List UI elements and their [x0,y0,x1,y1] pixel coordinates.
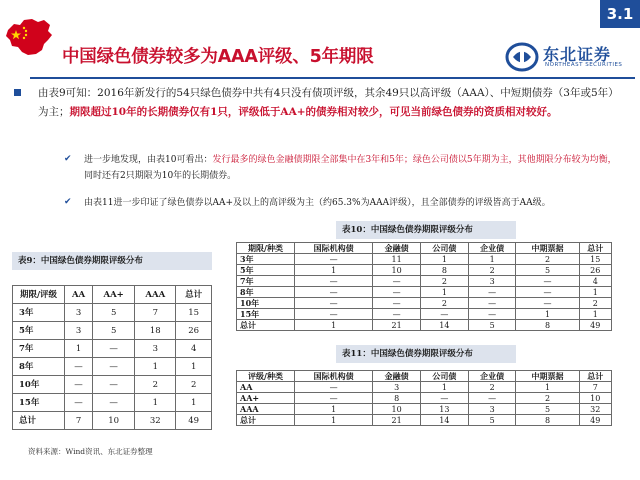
table-cell: 8 [421,265,469,276]
row-header-cell: 8年 [237,287,295,298]
table-cell: 1 [579,287,612,298]
table-cell: — [421,393,469,404]
table-cell: — [295,393,373,404]
header-divider [30,77,635,79]
table-cell: 1 [421,254,469,265]
column-header: 公司债 [421,371,469,382]
table-row [237,276,612,287]
table-cell: 1 [579,309,612,320]
table-cell: — [373,287,421,298]
table-cell: — [93,376,135,394]
table-row [13,304,212,322]
table11-caption: 表11：中国绿色债券期限评级分布 [336,345,516,363]
china-flag-map-icon [4,16,54,58]
table-cell: 3 [373,382,421,393]
table10-body [237,254,612,331]
table-cell: — [295,309,373,320]
logo-mark-icon [505,42,539,72]
table-cell: — [93,358,135,376]
checkmark-icon: ✔ [64,197,72,207]
table-row [237,309,612,320]
column-header: 国际机构债 [295,371,373,382]
table11 [236,370,612,426]
table-cell: 1 [65,340,93,358]
row-header-cell: AA [237,382,295,393]
row-header-cell: 8年 [13,358,65,376]
table-cell: 15 [176,304,212,322]
column-header: 总计 [176,286,212,304]
row-header-cell: 15年 [13,394,65,412]
table10-caption: 表10：中国绿色债券期限评级分布 [336,221,516,239]
bullet-square-icon [14,89,21,96]
row-header-cell: 3年 [237,254,295,265]
table-cell: — [373,276,421,287]
row-header-cell: 总计 [237,415,295,426]
table-cell: 11 [373,254,421,265]
table-cell: 1 [135,394,176,412]
table-cell: — [468,287,516,298]
row-header-cell: 5年 [237,265,295,276]
column-header: 公司债 [421,243,469,254]
table-cell: — [468,393,516,404]
table-cell: 14 [421,320,469,331]
table-cell: 5 [93,304,135,322]
table-cell: — [295,298,373,309]
table-cell: 49 [176,412,212,430]
table-cell: 10 [579,393,612,404]
table-row [237,254,612,265]
row-header-cell: 15年 [237,309,295,320]
table-cell: 1 [135,358,176,376]
table-cell: 4 [579,276,612,287]
table-cell: 10 [373,404,421,415]
column-header: 期限/种类 [237,243,295,254]
table-cell: — [65,376,93,394]
table-cell: — [295,287,373,298]
table-cell: 7 [135,304,176,322]
table-cell: 2 [516,254,579,265]
table-cell: 26 [176,322,212,340]
row-header-cell: 总计 [237,320,295,331]
table-cell: — [516,298,579,309]
table-cell: 2 [176,376,212,394]
table-row [13,412,212,430]
table-row [13,358,212,376]
table-cell: 1 [295,415,373,426]
table-header-row [237,371,612,382]
table-cell: — [516,287,579,298]
table-cell: — [468,309,516,320]
sub1-highlight: 发行最多的绿色金融债期限全部集中在3年和5年；绿色公司债以5年期为主，其他期限分布较为均衡， [212,155,617,165]
sub1-part3: 同时还有2只期限为10年的长期债券。 [84,171,237,181]
column-header: 金融债 [373,371,421,382]
row-header-cell: 7年 [237,276,295,287]
table-cell: — [65,358,93,376]
table-cell: 18 [135,322,176,340]
table-cell: 10 [373,265,421,276]
table-cell: 26 [579,265,612,276]
table-cell: 5 [468,320,516,331]
row-header-cell: AAA [237,404,295,415]
table-cell: 3 [468,404,516,415]
page-title: 中国绿色债券较多为AAA评级、5年期限 [62,47,374,67]
row-header-cell: 总计 [13,412,65,430]
table-cell: 1 [468,254,516,265]
table-cell: 8 [373,393,421,404]
table-cell: — [373,309,421,320]
table-cell: — [421,309,469,320]
source-note: 资料来源：Wind资讯、东北证券整理 [28,447,153,456]
table-cell: 5 [468,415,516,426]
table-cell: 1 [421,287,469,298]
table-cell: 1 [516,382,579,393]
table-cell: — [468,298,516,309]
table-cell: 1 [295,404,373,415]
table-cell: 2 [421,298,469,309]
logo-text-cn: 东北证券 [543,45,612,64]
column-header: 总计 [579,243,612,254]
column-header: AA [65,286,93,304]
table-cell: — [295,382,373,393]
table-cell: 3 [468,276,516,287]
row-header-cell: 10年 [237,298,295,309]
table9-caption: 表9：中国绿色债券期限评级分布 [12,252,212,270]
table-cell: 5 [93,322,135,340]
table-cell: — [93,394,135,412]
table-row [237,382,612,393]
table-cell: 8 [516,320,579,331]
row-header-cell: 7年 [13,340,65,358]
table-cell: 32 [135,412,176,430]
row-header-cell: 5年 [13,322,65,340]
table-cell: 13 [421,404,469,415]
table9 [12,285,212,430]
main-paragraph-highlight: 期限超过10年的长期债券仅有1只，评级低于AA+的债券相对较少，可见当前绿色债券的资质相对较好。 [69,106,558,118]
table-cell: 1 [516,309,579,320]
column-header: AAA [135,286,176,304]
column-header: 企业债 [468,243,516,254]
table-row [237,393,612,404]
main-paragraph-part1: 由表9可知：2016年新发行的54只绿色债券中共有4只没有债项评级，其余49只以高评级（AAA）、中短期债券（3年或5年）为主； [38,87,619,118]
column-header: 中期票据 [516,371,579,382]
sub1-part1: 进一步地发现，由表10可看出： [84,155,213,165]
row-header-cell: AA+ [237,393,295,404]
table-row [237,265,612,276]
column-header: 金融债 [373,243,421,254]
table-cell: 49 [579,415,612,426]
table-cell: — [295,276,373,287]
table-cell: — [65,394,93,412]
sub-paragraph-2: 由表11进一步印证了绿色债券以AA+及以上的高评级为主（约65.3%为AAA评级），且全部债券的评级皆高于AA级。 [84,198,551,208]
table-cell: 3 [65,322,93,340]
table-cell: 2 [468,265,516,276]
table-row [237,415,612,426]
table-cell: — [295,254,373,265]
table9-body [13,304,212,430]
table-cell: 7 [579,382,612,393]
table-row [13,322,212,340]
table-cell: 49 [579,320,612,331]
table-cell: 3 [135,340,176,358]
table10 [236,242,612,331]
table-cell: 7 [65,412,93,430]
table-cell: 1 [421,382,469,393]
table-cell: 21 [373,320,421,331]
table-cell: 2 [468,382,516,393]
checkmark-icon: ✔ [64,154,72,164]
main-paragraph [38,84,628,122]
column-header: 总计 [579,371,612,382]
table-cell: 1 [295,265,373,276]
table11-body [237,382,612,426]
table-row [13,376,212,394]
column-header: 期限/评级 [13,286,65,304]
row-header-cell: 3年 [13,304,65,322]
table-cell: 1 [176,394,212,412]
logo-text-en: NORTHEAST SECURITIES [545,62,623,68]
table-row [237,298,612,309]
table-cell: — [516,276,579,287]
table-cell: 4 [176,340,212,358]
table-cell: 1 [176,358,212,376]
table-row [237,320,612,331]
company-logo [505,40,635,76]
table-cell: 2 [579,298,612,309]
table-cell: — [93,340,135,358]
row-header-cell: 10年 [13,376,65,394]
table-cell: 10 [93,412,135,430]
table-cell: — [373,298,421,309]
page-number: 3.1 [600,0,640,28]
table-header-row [13,286,212,304]
table-cell: 32 [579,404,612,415]
column-header: 中期票据 [516,243,579,254]
table-cell: 5 [516,404,579,415]
table-cell: 2 [135,376,176,394]
table-cell: 5 [516,265,579,276]
table-row [237,287,612,298]
column-header: 国际机构债 [295,243,373,254]
table-cell: 1 [295,320,373,331]
sub-paragraph-1 [84,152,624,184]
table-row [13,340,212,358]
column-header: 企业债 [468,371,516,382]
table-header-row [237,243,612,254]
table-cell: 14 [421,415,469,426]
table-row [13,394,212,412]
table-cell: 2 [516,393,579,404]
table-row [237,404,612,415]
table-cell: 21 [373,415,421,426]
table-cell: 2 [421,276,469,287]
table-cell: 8 [516,415,579,426]
column-header: AA+ [93,286,135,304]
table-cell: 15 [579,254,612,265]
table-cell: 3 [65,304,93,322]
column-header: 评级/种类 [237,371,295,382]
